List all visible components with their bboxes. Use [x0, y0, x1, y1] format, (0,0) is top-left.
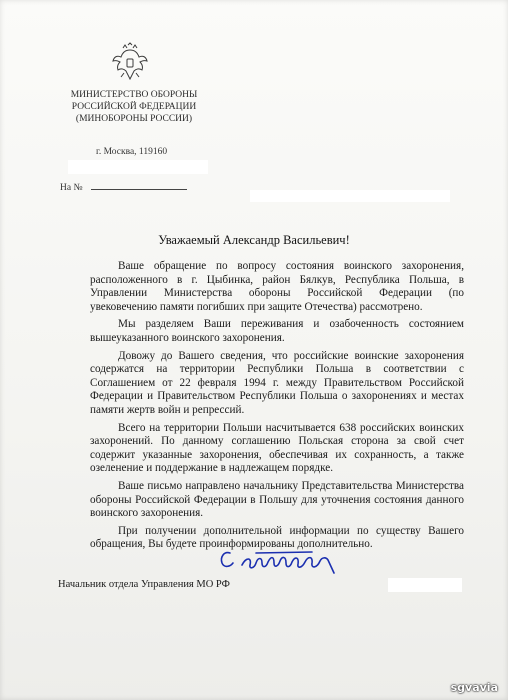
redaction-block — [68, 160, 208, 174]
paragraph: Мы разделяем Ваши переживания и озабоченность состоянием вышеуказанного воинского захоронения. — [90, 318, 464, 344]
ministry-line: МИНИСТЕРСТВО ОБОРОНЫ — [70, 90, 198, 100]
ministry-letterhead — [60, 89, 208, 125]
paragraph: При получении дополнительной информации по существу Вашего обращения, Вы будете проинформированы дополнительно. — [90, 524, 464, 551]
redaction-block — [250, 190, 450, 202]
watermark: sgvavia — [450, 681, 498, 694]
letter-body — [90, 260, 464, 556]
handwritten-signature — [216, 543, 346, 585]
ministry-line: РОССИЙСКОЙ ФЕДЕРАЦИИ — [71, 102, 197, 112]
paragraph: Ваше письмо направлено начальнику Представительства Министерства обороны Российской Федерации в Польшу для уточнения состояния данного воинского захоронения. — [90, 479, 464, 520]
double-headed-eagle-icon — [112, 42, 148, 82]
ministry-line: (МИНОБОРОНЫ РОССИИ) — [75, 114, 193, 124]
paragraph: Довожу до Вашего сведения, что российские воинские захоронения содержатся на территории Республики Польша в соответствии с Соглашением от 22 февраля 1994 г. между Правительством Российской Федерации и Правительством Республики Польша о захоронениях и местах памяти жертв войн и репрессий. — [90, 349, 464, 416]
redaction-block — [388, 578, 462, 592]
paragraph: Ваше обращение по вопросу состояния воинского захоронения, расположенного в г. Цыбинка, район Бялкув, Республика Польша, в Управлении Министерства обороны Российской Федерации (по увековечению памяти погибших при защите Отечества) рассмотрено. — [90, 260, 464, 313]
signoff-title: Начальник отдела Управления МО РФ — [58, 579, 230, 590]
reference-number-line — [60, 181, 187, 193]
salutation: Уважаемый Александр Васильевич! — [158, 233, 350, 247]
ministry-address: г. Москва, 119160 — [96, 147, 168, 157]
reference-blank — [91, 181, 187, 190]
paragraph: Всего на территории Польши насчитывается 638 российских воинских захоронений. По данному соглашению Польская сторона за свой счет содержит указанные захоронения, обеспечивая их сохранность, а также озеленение и поддержание в надлежащем порядке. — [90, 421, 464, 475]
reference-label: На № — [60, 183, 83, 193]
